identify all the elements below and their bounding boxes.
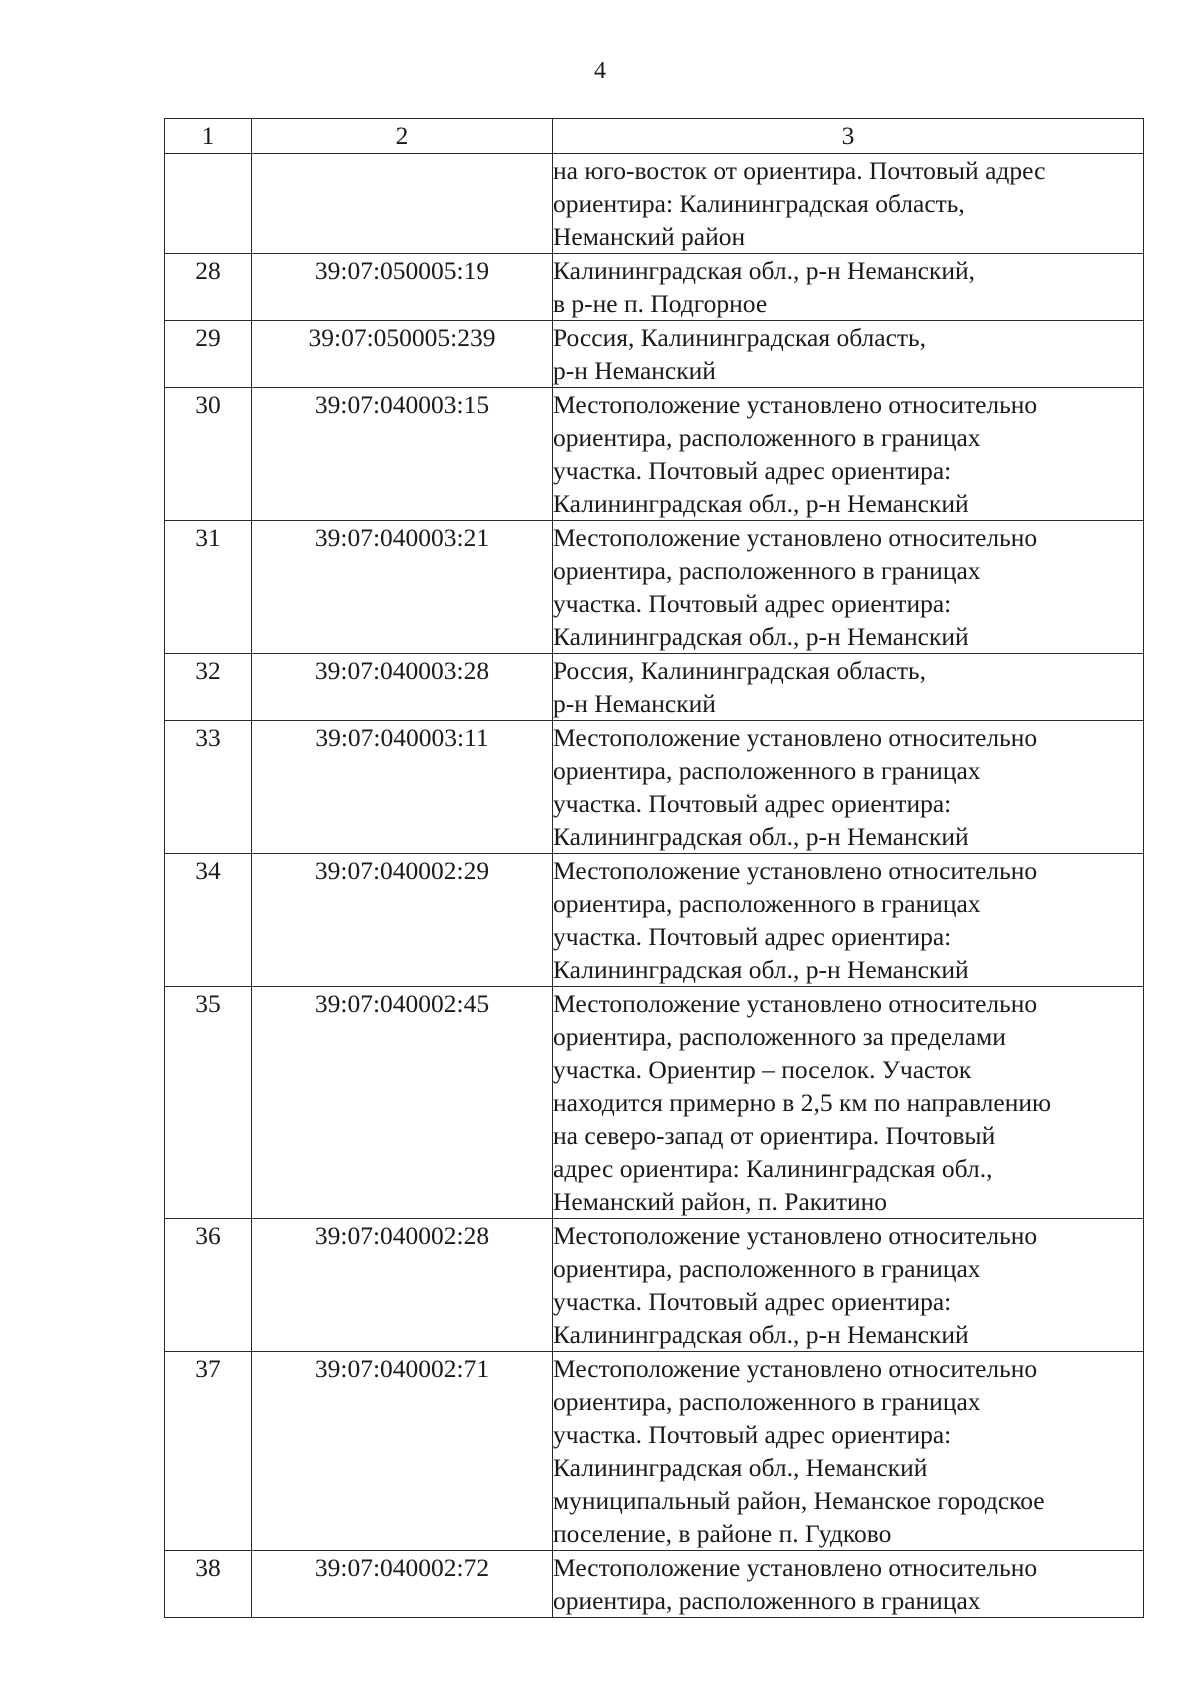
- plot-address: Местоположение установлено относительно ориентира, расположенного в границах участка. Почтовый адрес ориентира: Калининградская обл., р-н Неманский: [553, 521, 1144, 654]
- table-row: [165, 521, 1144, 654]
- plot-address: Местоположение установлено относительно ориентира, расположенного в границах: [553, 1551, 1144, 1618]
- row-number: 35: [165, 987, 252, 1219]
- table-row: [165, 854, 1144, 987]
- plot-address: Местоположение установлено относительно ориентира, расположенного в границах участка. Почтовый адрес ориентира: Калининградская обл., р-н Неманский: [553, 854, 1144, 987]
- plot-address: Местоположение установлено относительно ориентира, расположенного в границах участка. Почтовый адрес ориентира: Калининградская обл., р-н Неманский: [553, 1219, 1144, 1352]
- cadastral-number: 39:07:050005:239: [252, 321, 553, 388]
- plot-address: Местоположение установлено относительно ориентира, расположенного в границах участка. Почтовый адрес ориентира: Калининградская обл., Неманский муниципальный район, Неманское городское поселение, в районе п. Гудково: [553, 1352, 1144, 1551]
- cadastral-number: 39:07:040002:71: [252, 1352, 553, 1551]
- table-row: [165, 987, 1144, 1219]
- column-header-3: 3: [553, 119, 1144, 154]
- row-number: 36: [165, 1219, 252, 1352]
- cadastral-number: 39:07:040002:45: [252, 987, 553, 1219]
- row-number: 31: [165, 521, 252, 654]
- table-row: [165, 1219, 1144, 1352]
- cadastral-number: 39:07:050005:19: [252, 254, 553, 321]
- row-number: 29: [165, 321, 252, 388]
- land-plot-table: [164, 118, 1144, 1618]
- table-header-row: [165, 119, 1144, 154]
- row-number: [165, 154, 252, 254]
- plot-address: Россия, Калининградская область, р-н Неманский: [553, 654, 1144, 721]
- table-row: [165, 321, 1144, 388]
- table-row: [165, 388, 1144, 521]
- table-row: [165, 721, 1144, 854]
- row-number: 34: [165, 854, 252, 987]
- table-row: [165, 654, 1144, 721]
- column-header-1: 1: [165, 119, 252, 154]
- cadastral-number: 39:07:040002:72: [252, 1551, 553, 1618]
- cadastral-number: 39:07:040003:21: [252, 521, 553, 654]
- plot-address: Местоположение установлено относительно ориентира, расположенного в границах участка. Почтовый адрес ориентира: Калининградская обл., р-н Неманский: [553, 388, 1144, 521]
- plot-address: Россия, Калининградская область, р-н Неманский: [553, 321, 1144, 388]
- table-row: [165, 1551, 1144, 1618]
- row-number: 28: [165, 254, 252, 321]
- plot-address: Местоположение установлено относительно ориентира, расположенного за пределами участка. Ориентир – поселок. Участок находится примерно в 2,5 км по направлению на северо-запад от ориентира. Почтовый адрес ориентира: Калининградская обл., Неманский район, п. Ракитино: [553, 987, 1144, 1219]
- cadastral-number: 39:07:040003:11: [252, 721, 553, 854]
- row-number: 37: [165, 1352, 252, 1551]
- page-number: 4: [594, 58, 606, 84]
- cadastral-number: 39:07:040002:29: [252, 854, 553, 987]
- row-number: 33: [165, 721, 252, 854]
- cadastral-number: 39:07:040003:15: [252, 388, 553, 521]
- cadastral-number: 39:07:040002:28: [252, 1219, 553, 1352]
- cadastral-number: 39:07:040003:28: [252, 654, 553, 721]
- row-number: 32: [165, 654, 252, 721]
- plot-address: Местоположение установлено относительно ориентира, расположенного в границах участка. Почтовый адрес ориентира: Калининградская обл., р-н Неманский: [553, 721, 1144, 854]
- column-header-2: 2: [252, 119, 553, 154]
- cadastral-number: [252, 154, 553, 254]
- table-row: [165, 1352, 1144, 1551]
- table-row: [165, 154, 1144, 254]
- plot-address: на юго-восток от ориентира. Почтовый адрес ориентира: Калининградская область, Неманский район: [553, 154, 1144, 254]
- table-row: [165, 254, 1144, 321]
- row-number: 30: [165, 388, 252, 521]
- plot-address: Калининградская обл., р-н Неманский, в р-не п. Подгорное: [553, 254, 1144, 321]
- row-number: 38: [165, 1551, 252, 1618]
